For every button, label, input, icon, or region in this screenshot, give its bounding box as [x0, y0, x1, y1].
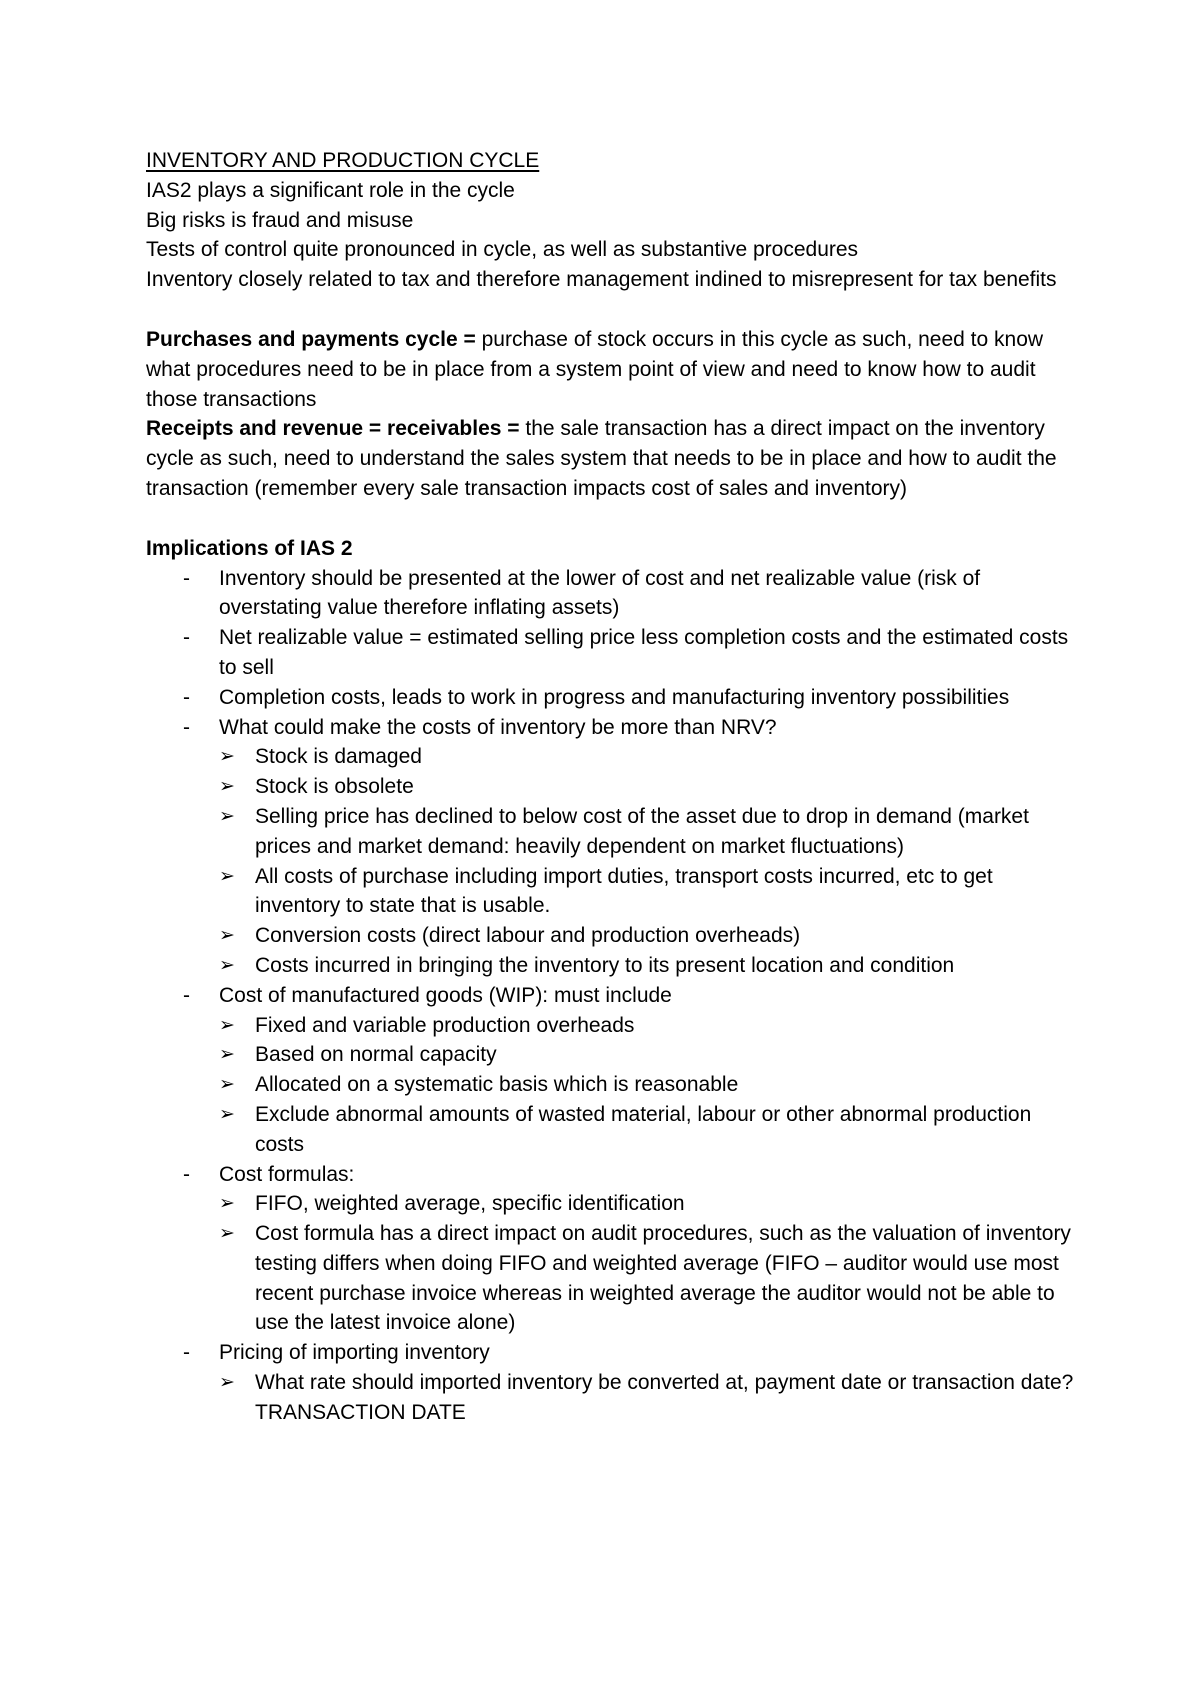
sub-point-item: [219, 1368, 1076, 1428]
dash-bullet-icon: -: [183, 983, 190, 1007]
arrow-bullet-icon: ➢: [219, 1223, 235, 1245]
document-title: INVENTORY AND PRODUCTION CYCLE: [146, 149, 540, 172]
implication-text: Net realizable value = estimated selling price less completion costs and the estimated costs to sell: [219, 626, 1069, 679]
purchases-cycle-text: purchase of stock occurs in this cycle as such, need to know what procedures need to be in place from a system point of view and need to know how to audit those transactions: [146, 327, 1044, 411]
implications-list: [146, 564, 1076, 1428]
implications-heading: Implications of IAS 2: [146, 536, 353, 560]
arrow-bullet-icon: ➢: [219, 865, 235, 887]
sub-point-text: What rate should imported inventory be converted at, payment date or transaction date? TRANSACTION DATE: [255, 1371, 1074, 1424]
sub-point-text: Selling price has declined to below cost of the asset due to drop in demand (market prices and market demand: heavily dependent on market fluctuations): [255, 804, 1029, 858]
receipts-cycle-text: the sale transaction has a direct impact on the inventory cycle as such, need to understand the sales system that needs to be in place and how to audit the transaction (remember every sale transaction impacts cost of sales and inventory): [146, 417, 1057, 500]
implication-text: Cost formulas:: [219, 1162, 355, 1186]
dash-bullet-icon: -: [183, 685, 190, 709]
implication-item: [146, 1338, 1076, 1427]
intro-section: [146, 176, 1076, 295]
sub-point-text: Based on normal capacity: [255, 1043, 497, 1067]
intro-line: IAS2 plays a significant role in the cycle: [146, 178, 515, 202]
sub-point-item: [219, 921, 1076, 951]
sub-point-text: Stock is obsolete: [255, 775, 414, 799]
implication-text: Cost of manufactured goods (WIP): must include: [219, 983, 672, 1007]
sub-point-item: [219, 802, 1076, 862]
arrow-bullet-icon: ➢: [219, 1372, 235, 1394]
sub-point-item: [219, 1011, 1076, 1041]
sub-point-text: Stock is damaged: [255, 745, 422, 769]
arrow-bullet-icon: ➢: [219, 1014, 235, 1036]
implication-text: Completion costs, leads to work in progress and manufacturing inventory possibilities: [219, 685, 1010, 709]
sub-point-item: [219, 1189, 1076, 1219]
implication-item: [146, 564, 1076, 624]
arrow-bullet-icon: ➢: [219, 776, 235, 798]
implication-item: [146, 981, 1076, 1160]
intro-line: Inventory closely related to tax and therefore management indined to misrepresent for tax benefits: [146, 268, 1057, 292]
sub-point-list: [219, 742, 1076, 980]
sub-point-list: [219, 1368, 1076, 1428]
dash-bullet-icon: -: [183, 715, 190, 739]
implication-item: [146, 683, 1076, 713]
spacer: [146, 504, 1076, 534]
purchases-cycle-label: Purchases and payments cycle =: [146, 327, 476, 351]
implication-item: [146, 623, 1076, 683]
sub-point-item: [219, 772, 1076, 802]
sub-point-text: Fixed and variable production overheads: [255, 1013, 635, 1037]
arrow-bullet-icon: ➢: [219, 805, 235, 827]
arrow-bullet-icon: ➢: [219, 1103, 235, 1125]
document-body: [146, 146, 1076, 1428]
implication-item: [146, 713, 1076, 981]
dash-bullet-icon: -: [183, 626, 190, 650]
arrow-bullet-icon: ➢: [219, 1193, 235, 1215]
intro-line: Tests of control quite pronounced in cycle, as well as substantive procedures: [146, 238, 859, 262]
sub-point-text: Allocated on a systematic basis which is reasonable: [255, 1073, 739, 1097]
dash-bullet-icon: -: [183, 1341, 190, 1365]
sub-point-item: [219, 1100, 1076, 1160]
sub-point-text: Conversion costs (direct labour and production overheads): [255, 924, 801, 948]
sub-point-item: [219, 951, 1076, 981]
arrow-bullet-icon: ➢: [219, 925, 235, 947]
sub-point-item: [219, 1040, 1076, 1070]
sub-point-text: Exclude abnormal amounts of wasted material, labour or other abnormal production costs: [255, 1102, 1032, 1156]
sub-point-item: [219, 1070, 1076, 1100]
dash-bullet-icon: -: [183, 1162, 190, 1186]
sub-point-item: [219, 742, 1076, 772]
sub-point-item: [219, 1219, 1076, 1338]
sub-point-text: Costs incurred in bringing the inventory to its present location and condition: [255, 953, 955, 977]
sub-point-list: [219, 1011, 1076, 1160]
sub-point-list: [219, 1189, 1076, 1338]
sub-point-text: Cost formula has a direct impact on audit procedures, such as the valuation of inventory testing differs when doing FIFO and weighted average (FIFO – auditor would use most recent purchase invoice whereas in weighted average the auditor would not be able to use the latest invoice alone): [255, 1222, 1071, 1335]
arrow-bullet-icon: ➢: [219, 1044, 235, 1066]
arrow-bullet-icon: ➢: [219, 1074, 235, 1096]
implication-item: [146, 1160, 1076, 1339]
receipts-cycle-paragraph: [146, 414, 1076, 503]
receipts-cycle-label: Receipts and revenue = receivables =: [146, 417, 520, 441]
sub-point-text: All costs of purchase including import duties, transport costs incurred, etc to get inventory to state that is usable.: [255, 864, 993, 918]
cycles-section: [146, 325, 1076, 504]
arrow-bullet-icon: ➢: [219, 954, 235, 976]
implication-text: Pricing of importing inventory: [219, 1341, 490, 1365]
purchases-cycle-paragraph: [146, 325, 1076, 414]
dash-bullet-icon: -: [183, 566, 190, 590]
sub-point-item: [219, 862, 1076, 922]
implication-text: What could make the costs of inventory be more than NRV?: [219, 715, 777, 739]
arrow-bullet-icon: ➢: [219, 746, 235, 768]
intro-line: Big risks is fraud and misuse: [146, 208, 414, 232]
spacer: [146, 295, 1076, 325]
implications-section: [146, 534, 1076, 1428]
implication-text: Inventory should be presented at the lower of cost and net realizable value (risk of overstating value therefore inflating assets): [219, 566, 981, 620]
sub-point-text: FIFO, weighted average, specific identification: [255, 1192, 685, 1216]
